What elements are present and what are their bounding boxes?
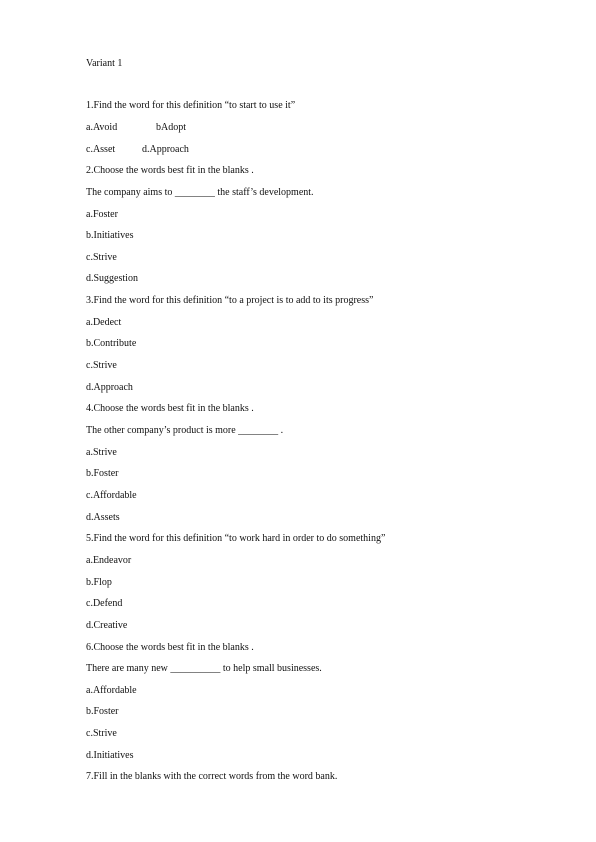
question-5-option-a: a.Endeavor [86, 555, 132, 566]
question-2-option-b: b.Initiatives [86, 230, 134, 241]
question-4-text: 4.Choose the words best fit in the blanks . [86, 403, 254, 414]
question-3-option-b: b.Contribute [86, 338, 137, 349]
question-2-option-a: a.Foster [86, 209, 118, 220]
question-5-option-c: c.Defend [86, 598, 123, 609]
question-2-sentence: The company aims to ________ the staff’s development. [86, 187, 314, 198]
question-5-option-b: b.Flop [86, 577, 112, 588]
question-1-text: 1.Find the word for this definition “to start to use it” [86, 100, 296, 111]
question-1-option-b: bAdopt [156, 122, 186, 133]
question-2-text: 2.Choose the words best fit in the blanks . [86, 165, 254, 176]
question-1-option-d: d.Approach [142, 144, 189, 155]
question-6-sentence: There are many new __________ to help small businesses. [86, 663, 322, 674]
question-6-option-a: a.Affordable [86, 685, 137, 696]
question-3-option-d: d.Approach [86, 382, 133, 393]
question-2-option-d: d.Suggestion [86, 273, 138, 284]
question-1-option-row-1 [86, 122, 186, 134]
question-5-text: 5.Find the word for this definition “to work hard in order to do something” [86, 533, 386, 544]
question-3-option-c: c.Strive [86, 360, 117, 371]
question-6-option-b: b.Foster [86, 706, 119, 717]
question-4-option-b: b.Foster [86, 468, 119, 479]
question-4-option-c: c.Affordable [86, 490, 137, 501]
question-2-option-c: c.Strive [86, 252, 117, 263]
question-1-option-c: c.Asset [86, 144, 116, 155]
question-5-option-d: d.Creative [86, 620, 128, 631]
question-4-option-d: d.Assets [86, 512, 120, 523]
question-1-option-a: a.Avoid [86, 122, 118, 133]
question-6-text: 6.Choose the words best fit in the blanks . [86, 642, 254, 653]
question-7-text: 7.Fill in the blanks with the correct words from the word bank. [86, 771, 338, 782]
question-1-option-row-2 [86, 144, 189, 156]
question-3-option-a: a.Dedect [86, 317, 122, 328]
question-4-sentence: The other company’s product is more ________ . [86, 425, 284, 436]
variant-title: Variant 1 [86, 58, 123, 69]
question-3-text: 3.Find the word for this definition “to a project is to add to its progress” [86, 295, 374, 306]
question-4-option-a: a.Strive [86, 447, 117, 458]
question-6-option-c: c.Strive [86, 728, 117, 739]
question-6-option-d: d.Initiatives [86, 750, 134, 761]
